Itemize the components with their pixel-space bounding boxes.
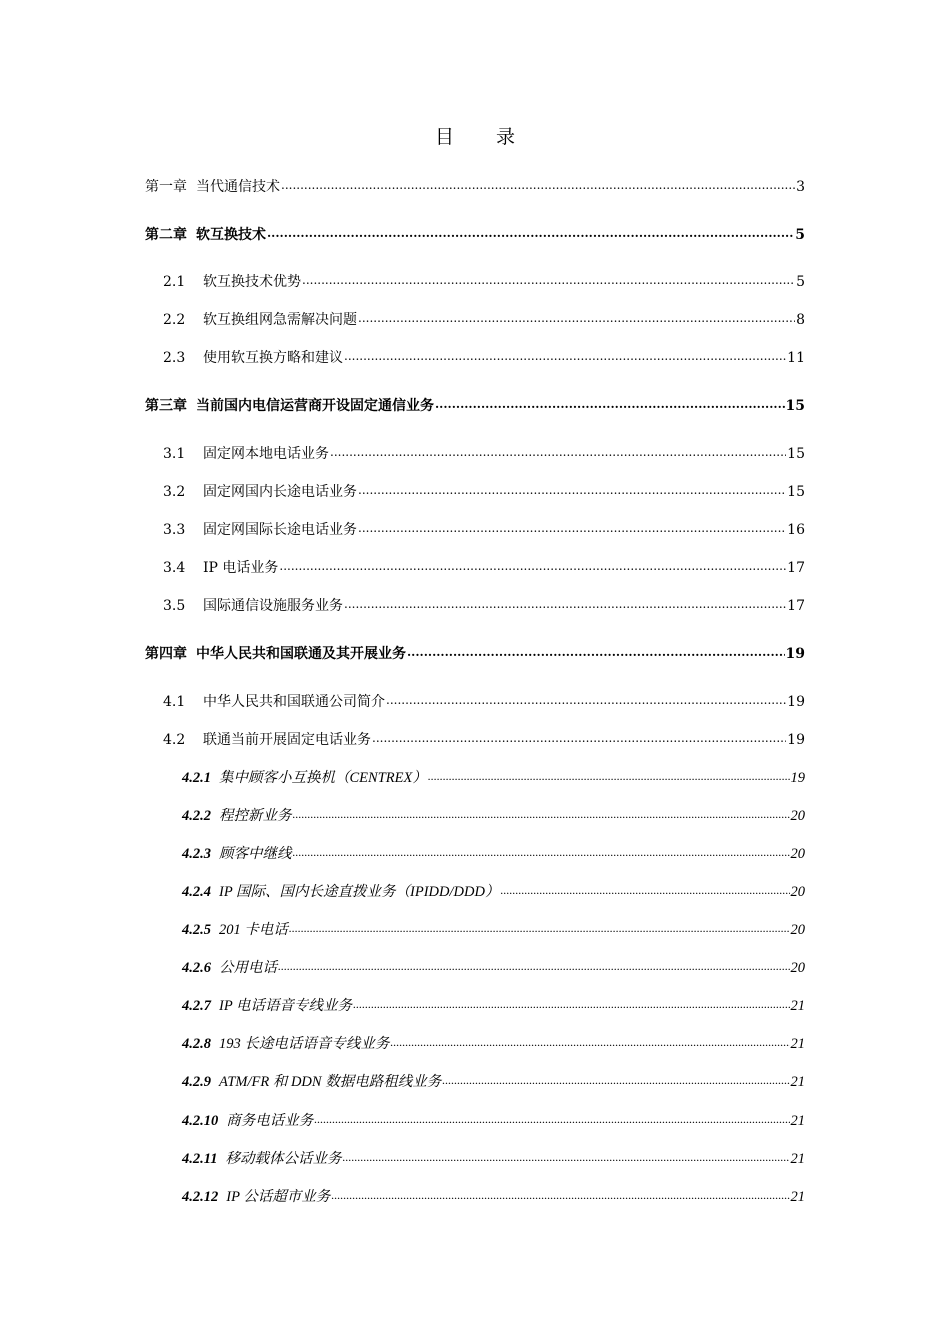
toc-entry-page: 3: [796, 179, 805, 195]
toc-leader-dots: [435, 396, 785, 410]
toc-entry-page: 20: [790, 960, 805, 976]
toc-entry-label: IP 电话语音专线业务: [219, 998, 353, 1014]
toc-entry-label: 固定网国际长途电话业务: [203, 522, 357, 538]
toc-entry-label: 程控新业务: [219, 808, 292, 824]
toc-leader-dots: [314, 1111, 789, 1125]
toc-leader-dots: [293, 844, 790, 858]
toc-entry-label: IP 电话业务: [203, 560, 279, 576]
toc-leader-dots: [302, 272, 795, 286]
toc-leader-dots: [289, 920, 790, 934]
toc-entry-label: ATM/FR 和 DDN 数据电路租线业务: [219, 1074, 442, 1090]
toc-entry-number: 第一章: [145, 179, 187, 195]
toc-leader-dots: [386, 692, 786, 706]
toc-entry-number: 4.2.3: [182, 846, 211, 862]
toc-entry-page: 19: [787, 732, 805, 748]
toc-entry-number: 第二章: [145, 227, 187, 243]
toc-leader-dots: [342, 1149, 789, 1163]
toc-leader-dots: [293, 806, 790, 820]
toc-entry-chapter-2[interactable]: [0, 225, 805, 244]
toc-entry-3-5[interactable]: [0, 596, 805, 615]
toc-title: 目 录: [434, 126, 534, 148]
toc-entry-number: 4.2.10: [182, 1113, 219, 1129]
toc-leader-dots: [442, 1072, 789, 1086]
toc-entry-label: 中华人民共和国联通及其开展业务: [196, 646, 406, 662]
toc-entry-page: 5: [795, 227, 805, 243]
toc-entry-label: 集中顾客小互换机（CENTREX）: [219, 770, 427, 786]
toc-entry-page: 21: [790, 1189, 805, 1205]
toc-entry-4-2[interactable]: [0, 730, 805, 749]
toc-entry-page: 15: [787, 446, 805, 462]
toc-entry-4-2-6[interactable]: [0, 958, 805, 977]
toc-leader-dots: [390, 1034, 789, 1048]
toc-entry-label: 固定网国内长途电话业务: [203, 484, 357, 500]
toc-entry-4-2-5[interactable]: [0, 920, 805, 939]
toc-entry-4-2-3[interactable]: [0, 844, 805, 863]
toc-entry-label: 软互换技术优势: [203, 274, 301, 290]
toc-entry-number: 3.1: [163, 446, 186, 462]
toc-entry-number: 4.2.1: [182, 770, 211, 786]
toc-leader-dots: [358, 310, 795, 324]
toc-entry-4-2-12[interactable]: [0, 1187, 805, 1206]
toc-entry-chapter-1[interactable]: [0, 177, 805, 196]
toc-entry-label: 顾客中继线: [219, 846, 292, 862]
toc-entry-number: 3.2: [163, 484, 186, 500]
toc-entry-page: 20: [790, 884, 805, 900]
toc-entry-page: 20: [790, 846, 805, 862]
toc-entry-label: IP 公话超市业务: [226, 1189, 331, 1205]
toc-entry-label: 193 长途电话语音专线业务: [219, 1036, 390, 1052]
toc-entry-page: 19: [787, 694, 805, 710]
toc-leader-dots: [331, 1187, 789, 1201]
toc-entry-number: 4.2.12: [182, 1189, 219, 1205]
toc-entry-label: 国际通信设施服务业务: [203, 598, 343, 614]
toc-entry-page: 19: [790, 770, 805, 786]
toc-entry-label: 软互换组网急需解决问题: [203, 312, 357, 328]
toc-entry-2-1[interactable]: [0, 272, 805, 291]
toc-entry-number: 3.3: [163, 522, 186, 538]
toc-entry-label: 联通当前开展固定电话业务: [203, 732, 371, 748]
toc-entry-number: 4.2.5: [182, 922, 211, 938]
toc-leader-dots: [500, 882, 789, 896]
toc-entry-label: 当前国内电信运营商开设固定通信业务: [196, 398, 434, 414]
toc-entry-number: 2.1: [163, 274, 186, 290]
toc-entry-number: 4.2: [163, 732, 186, 748]
toc-entry-number: 3.4: [163, 560, 186, 576]
toc-entry-chapter-3[interactable]: [0, 396, 805, 415]
toc-entry-3-3[interactable]: [0, 520, 805, 539]
toc-entry-3-4[interactable]: [0, 558, 805, 577]
toc-entry-3-1[interactable]: [0, 444, 805, 463]
toc-entry-number: 4.2.6: [182, 960, 211, 976]
toc-leader-dots: [279, 558, 786, 572]
toc-entry-2-3[interactable]: [0, 348, 805, 367]
toc-leader-dots: [428, 768, 790, 782]
toc-entry-4-2-9[interactable]: [0, 1072, 805, 1091]
toc-entry-4-2-8[interactable]: [0, 1034, 805, 1053]
toc-entry-label: 201 卡电话: [219, 922, 288, 938]
toc-entry-number: 4.2.2: [182, 808, 211, 824]
toc-entry-3-2[interactable]: [0, 482, 805, 501]
toc-leader-dots: [358, 520, 786, 534]
toc-leader-dots: [278, 958, 790, 972]
toc-entry-number: 4.1: [163, 694, 186, 710]
toc-entry-page: 15: [785, 398, 805, 414]
toc-entry-page: 21: [790, 1113, 805, 1129]
toc-entry-4-2-11[interactable]: [0, 1149, 805, 1168]
toc-entry-page: 5: [796, 274, 805, 290]
toc-entry-number: 4.2.4: [182, 884, 211, 900]
toc-entry-chapter-4[interactable]: [0, 644, 805, 663]
toc-entry-4-2-7[interactable]: [0, 996, 805, 1015]
toc-entry-page: 19: [785, 646, 805, 662]
toc-entry-page: 20: [790, 922, 805, 938]
toc-entry-label: 当代通信技术: [196, 179, 280, 195]
toc-entry-number: 第三章: [145, 398, 187, 414]
toc-entry-page: 20: [790, 808, 805, 824]
toc-entry-label: 使用软互换方略和建议: [203, 350, 343, 366]
toc-entry-number: 2.2: [163, 312, 186, 328]
toc-entry-4-2-1[interactable]: [0, 768, 805, 787]
toc-leader-dots: [353, 996, 789, 1010]
toc-leader-dots: [407, 644, 785, 658]
toc-leader-dots: [281, 177, 795, 191]
toc-entry-number: 3.5: [163, 598, 186, 614]
toc-entry-page: 21: [790, 1036, 805, 1052]
toc-entry-label: IP 国际、国内长途直拨业务（IPIDD/DDD）: [219, 884, 500, 900]
toc-entry-page: 8: [796, 312, 805, 328]
toc-entry-number: 4.2.8: [182, 1036, 211, 1052]
toc-entry-label: 中华人民共和国联通公司简介: [203, 694, 385, 710]
toc-leader-dots: [372, 730, 786, 744]
toc-entry-number: 4.2.11: [182, 1151, 218, 1167]
toc-entry-number: 4.2.9: [182, 1074, 211, 1090]
toc-leader-dots: [267, 225, 794, 239]
toc-entry-4-2-10[interactable]: [0, 1111, 805, 1130]
toc-leader-dots: [330, 444, 786, 458]
toc-entry-4-1[interactable]: [0, 692, 805, 711]
toc-entry-page: 15: [787, 484, 805, 500]
toc-entry-number: 4.2.7: [182, 998, 211, 1014]
toc-entry-page: 21: [790, 998, 805, 1014]
toc-entry-page: 17: [787, 560, 805, 576]
toc-entry-number: 2.3: [163, 350, 186, 366]
toc-entry-number: 第四章: [145, 646, 187, 662]
toc-entry-label: 软互换技术: [196, 227, 266, 243]
toc-entry-page: 17: [787, 598, 805, 614]
toc-entry-page: 21: [790, 1074, 805, 1090]
toc-leader-dots: [344, 596, 786, 610]
toc-entry-page: 21: [790, 1151, 805, 1167]
toc-entry-2-2[interactable]: [0, 310, 805, 329]
toc-leader-dots: [344, 348, 786, 362]
toc-entry-label: 商务电话业务: [226, 1113, 314, 1129]
toc-leader-dots: [358, 482, 786, 496]
toc-entry-label: 固定网本地电话业务: [203, 446, 329, 462]
toc-entry-label: 公用电话: [219, 960, 277, 976]
toc-entry-4-2-4[interactable]: [0, 882, 805, 901]
toc-entry-4-2-2[interactable]: [0, 806, 805, 825]
toc-entry-page: 11: [787, 350, 805, 366]
toc-entry-label: 移动载体公话业务: [225, 1151, 342, 1167]
toc-entry-page: 16: [787, 522, 805, 538]
